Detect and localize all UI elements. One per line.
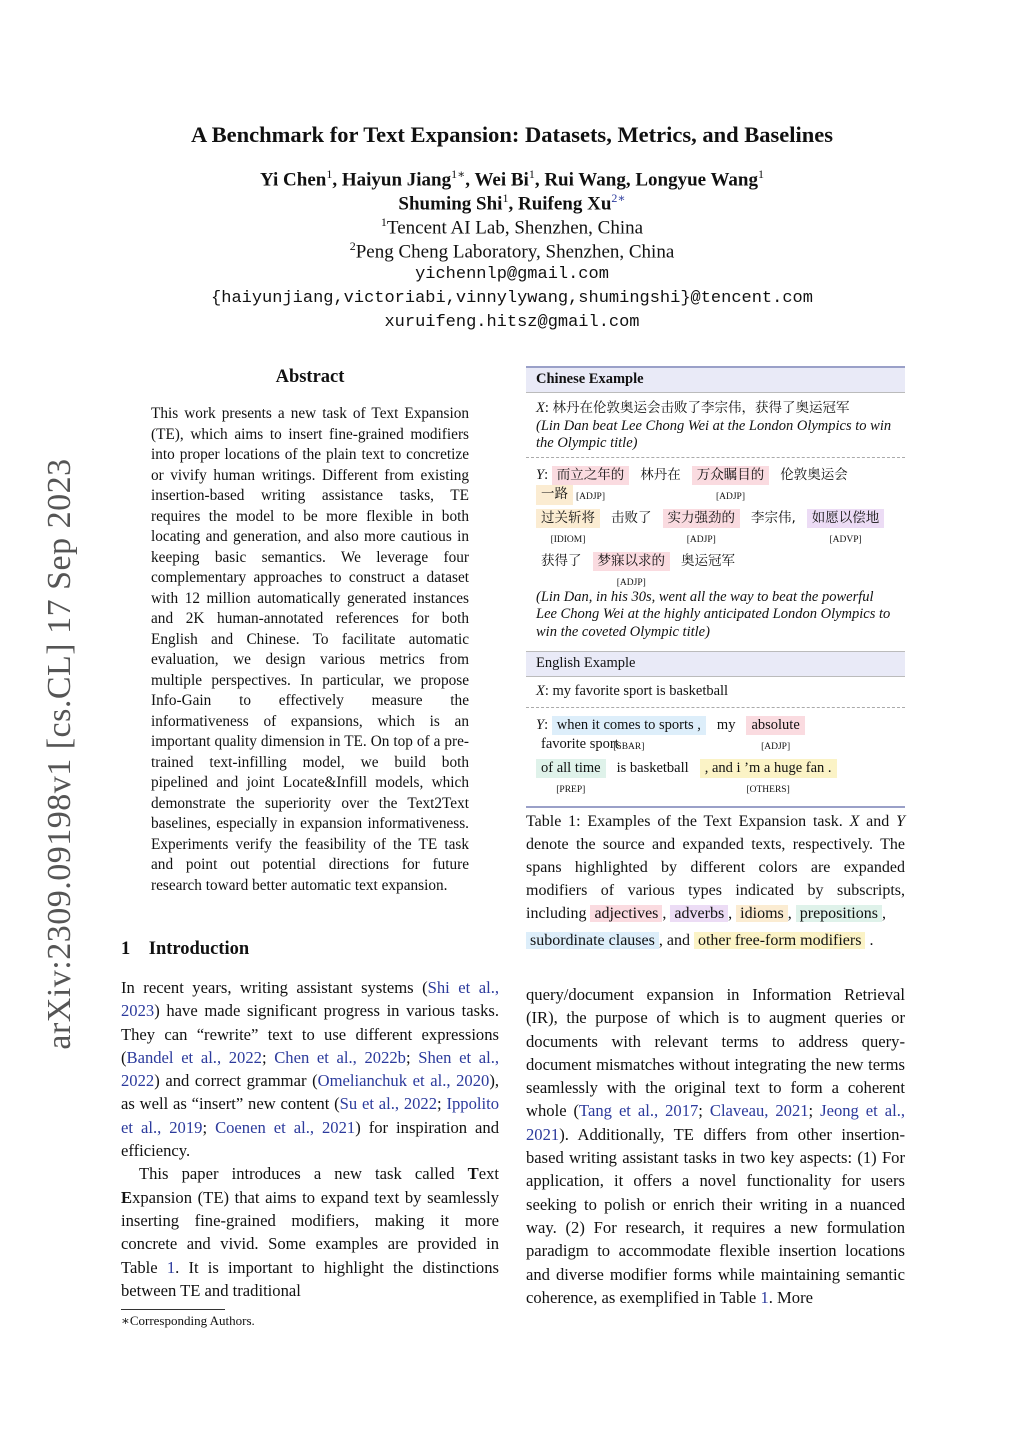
citation-link[interactable]: Claveau, 2021 xyxy=(709,1101,809,1121)
text-run: . More xyxy=(768,1287,813,1307)
author-sup: 1 xyxy=(758,167,764,181)
text-run: ; xyxy=(405,1047,419,1067)
token xyxy=(676,552,740,572)
token xyxy=(712,716,741,736)
aff-num: 1 xyxy=(380,215,387,229)
math-x: X xyxy=(536,400,545,416)
modifier-tag: [IDIOM] xyxy=(550,534,586,545)
modifier-tag: [ADJP] xyxy=(616,577,646,588)
token xyxy=(536,735,624,755)
author-name: Shuming Shi xyxy=(398,193,503,215)
math-y: Y xyxy=(536,716,545,733)
author-sup: 2∗ xyxy=(611,191,626,205)
modifier-tag: [ADJP] xyxy=(761,741,791,752)
modifier-span-adjp xyxy=(692,466,770,502)
citation-link[interactable]: Shen et al., 2022 xyxy=(121,1047,500,1091)
modifier-span-idiom xyxy=(536,485,573,505)
table-ref-link[interactable]: 1 xyxy=(760,1287,769,1307)
authors-line-2: Shuming Shi$^1$, Ruifeng $Xu^{2∗}$ xyxy=(398,191,626,215)
text-run: ; xyxy=(808,1101,821,1121)
text-run: ), as well as “insert” new content ( xyxy=(121,1071,499,1114)
text-run: , xyxy=(881,905,886,922)
author-name: Wei Bi xyxy=(474,169,529,191)
token xyxy=(635,466,686,486)
token-text: of all time xyxy=(541,759,601,776)
footnote-rule xyxy=(121,1309,225,1310)
footnote: ∗Corresponding Authors. xyxy=(121,1313,255,1328)
token-text: 万众瞩目的 xyxy=(696,466,765,483)
text-run: denote the source and expanded texts, respectively. The spans highlighted by different colors are expanded modifiers of various types indicated by subscripts, including xyxy=(526,836,905,922)
legend-idioms: idioms xyxy=(736,905,788,922)
arxiv-side-label: arXiv:2309.09198v1 [cs.CL] 17 Sep 2023 xyxy=(41,458,78,1050)
math-x: X xyxy=(849,813,860,830)
modifier-span-advp xyxy=(807,509,885,545)
author-name: Rui Wang xyxy=(544,169,626,191)
legend-adverbs: adverbs xyxy=(670,905,728,922)
math-y: Y xyxy=(536,466,545,483)
modifier-span-prep xyxy=(536,759,606,795)
author-sup: 1 xyxy=(502,191,509,205)
modifier-tag: [PREP] xyxy=(556,784,586,795)
author-name: Haiyun Jiang xyxy=(341,169,452,191)
modifier-span-others xyxy=(700,759,837,795)
token-text: 奥运冠军 xyxy=(681,552,735,569)
text-run: , and xyxy=(658,932,690,949)
math-y: Y xyxy=(896,813,906,830)
zh-line-1 xyxy=(536,466,895,509)
citation-link[interactable]: Tang et al., 2017 xyxy=(579,1101,699,1121)
authors-line-1: Yi Chen$^1$, Haiyun Jiang$^{1∗}$, Wei Bi$^1$, Rui Wang, Longyue Wang$^1$ xyxy=(259,167,764,191)
section-title: Introduction xyxy=(148,939,250,959)
modifier-span-adjp xyxy=(663,509,741,545)
text-run: , xyxy=(787,905,792,922)
abstract-heading: Abstract xyxy=(275,367,345,387)
en-line-1 xyxy=(536,716,895,759)
citation-link[interactable]: Coenen et al., 2021 xyxy=(215,1117,356,1137)
token-text: 过关斩将 xyxy=(541,509,595,526)
token-text: favorite sport xyxy=(541,736,619,752)
author-sup: 1∗ xyxy=(451,167,466,181)
text-run: : xyxy=(544,716,552,733)
text-run: In recent years, writing assistant systems ( xyxy=(121,978,428,997)
text-run: . It is important to highlight the distinctions between TE and traditional xyxy=(121,1257,499,1300)
token-text: 一路 xyxy=(541,486,568,502)
token-text: 而立之年的 xyxy=(556,466,625,483)
citation-link[interactable]: Bandel et al., 2022 xyxy=(126,1047,262,1067)
abstract-text: This work presents a new task of Text Expansion (TE), which aims to insert fine-grained modifiers into proper locations of the plain text to concretize or vivify human writings. Different from existing insertion-based writing assistance tasks, TE requires the model to be more flexible in both locating and generation, and also more cautious in keeping basic semantics. We leverage four complementary approaches to construct a dataset with 12 million automatically generated instances and 2K human-annotated references for both English and Chinese. To facilitate automatic evaluation, we design various metrics from multiple perspectives. In particular, we propose Info-Gain to effectively measure the informativeness of expansions, which is an important quality dimension in TE. On top of a pre-trained text-infilling model, we build both pipelined and joint Locate&Infill models, which demonstrate the superiority over the Text2Text baselines, especially in expansion informativeness. Experiments verify the feasibility of the TE task and point out potential directions for future research toward better automatic text expansion. xyxy=(151,405,469,894)
zh-line-2 xyxy=(536,509,895,552)
email-2: {haiyunjiang,victoriabi,vinnylywang,shumingshi}@tencent.com xyxy=(211,289,813,308)
token-text: 实力强劲的 xyxy=(667,509,735,526)
modifier-span-adjp xyxy=(746,716,804,752)
text-run: : xyxy=(544,466,552,483)
text-run: . xyxy=(869,932,874,949)
text-run: ) have made significant progress in various tasks. They can “rewrite” text to use different expressions ( xyxy=(121,1001,499,1067)
text-run: ; xyxy=(202,1117,216,1137)
citation-link[interactable]: Omelianchuk et al., 2020 xyxy=(317,1071,490,1091)
citation-link[interactable]: Chen et al., 2022b xyxy=(274,1047,406,1067)
zh-source-translation: (Lin Dan beat Lee Chong Wei at the London Olympics to win the Olympic title) xyxy=(536,417,892,451)
author-name: Yi Chen xyxy=(259,169,327,191)
email-3: xuruifeng.hitsz@gmail.com xyxy=(384,313,640,332)
token xyxy=(606,509,657,529)
zh-expanded-translation: (Lin Dan, in his 30s, went all the way to beat the powerful Lee Chong Wei at the highly anticipated London Olympics to win the coveted Olympic title) xyxy=(536,588,891,640)
table-ref-link[interactable]: 1 xyxy=(166,1257,176,1277)
text-run: query/document expansion in Information Retrieval (IR), the purpose of which is to augment queries or documents with relevant terms to address query-document mismatches without integrating the new terms seamlessly with the original text to form a coherent whole ( xyxy=(526,985,905,1121)
token-text: when it comes to sports , xyxy=(556,716,701,733)
token xyxy=(612,759,694,779)
author-sup: 1 xyxy=(528,167,535,181)
text-run: E xyxy=(121,1187,133,1207)
legend-subordinate-clauses: subordinate clauses xyxy=(526,932,659,949)
modifier-tag: [ADJP] xyxy=(715,491,745,502)
en-source-row xyxy=(526,676,905,707)
en-line-2 xyxy=(536,759,895,802)
intro-body xyxy=(121,976,499,1302)
token-text: absolute xyxy=(751,716,800,733)
modifier-span-idiom xyxy=(536,509,600,545)
aff-text: Tencent AI Lab, Shenzhen, China xyxy=(386,217,644,239)
en-source-text: my favorite sport is basketball xyxy=(552,683,729,699)
intro-paragraph-2 xyxy=(121,1162,499,1302)
token-text: 如愿以偿地 xyxy=(811,509,880,526)
citation-link[interactable]: Ippolito et al., 2019 xyxy=(121,1094,499,1137)
text-run: ). Additionally, TE differs from other insertion-based writing assistant tasks in two key aspects: (1) For application, it offers a novel functionality for users seeking to polish or enrich their writing in a nuanced way. (2) For research, it requires a new formulation paradigm to accommodate flexible insertion locations and diverse modifier forms while maintaining semantic coherence, as exemplified in Table xyxy=(526,1124,905,1307)
zh-line-3 xyxy=(536,552,895,595)
text-run: : xyxy=(544,400,553,416)
text-run: ; xyxy=(698,1101,710,1121)
col2-paragraph xyxy=(526,983,905,1309)
section-heading-introduction xyxy=(121,939,499,960)
token-text: my xyxy=(716,716,736,733)
text-run: This paper introduces a new task called xyxy=(139,1164,468,1184)
affiliation-1 xyxy=(0,215,1024,239)
affiliation-2 xyxy=(0,239,1024,263)
citation-link[interactable]: Su et al., 2022 xyxy=(339,1094,438,1114)
modifier-tag: [ADJP] xyxy=(575,491,605,502)
token-text: 李宗伟, xyxy=(751,509,796,526)
email-1: yichennlp@gmail.com xyxy=(415,265,609,284)
author-name: Ruifeng Xu xyxy=(517,193,612,215)
table-bottom-rule xyxy=(526,806,905,808)
table-1 xyxy=(526,366,905,808)
text-run: ; xyxy=(261,1047,275,1067)
legend-other-modifiers: other free-form modifiers xyxy=(694,932,865,949)
zh-source-text: 林丹在伦敦奥运会击败了李宗伟，获得了奥运冠军 xyxy=(552,400,850,416)
citation-link[interactable]: Shi et al., 2023 xyxy=(121,978,499,1021)
legend-prepositions: prepositions xyxy=(796,905,882,922)
table-header-english: English Example xyxy=(526,651,905,676)
text-run: T xyxy=(467,1164,479,1184)
token-text: 击败了 xyxy=(611,509,652,526)
token-text: , and i ’m a huge fan . xyxy=(704,759,832,776)
text-run: ext xyxy=(478,1164,499,1184)
modifier-tag: [OTHERS] xyxy=(746,784,790,795)
token xyxy=(775,466,853,486)
modifier-tag: [SBAR] xyxy=(613,741,645,752)
col2-body xyxy=(526,983,905,1309)
text-run: ) and correct grammar ( xyxy=(154,1071,318,1091)
token-text: 林丹在 xyxy=(640,466,681,483)
intro-paragraph-1 xyxy=(121,976,499,1162)
token xyxy=(536,552,587,572)
token-text: 梦寐以求的 xyxy=(597,552,665,569)
text-run: : xyxy=(544,683,553,699)
table-1-caption xyxy=(526,810,905,952)
author-name: Longyue Wang xyxy=(635,169,758,191)
text-run: and xyxy=(859,813,897,830)
section-number: 1 xyxy=(121,939,131,959)
token xyxy=(746,509,801,529)
token-text: 伦敦奥运会 xyxy=(780,466,848,483)
text-run: , xyxy=(728,905,733,922)
modifier-tag: [ADVP] xyxy=(829,534,862,545)
paper-title: A Benchmark for Text Expansion: Datasets, Metrics, and Baselines xyxy=(190,122,834,147)
token-text: 获得了 xyxy=(541,552,582,569)
math-x: X xyxy=(536,683,545,699)
token-text: is basketball xyxy=(616,759,689,776)
aff-num: 2 xyxy=(349,239,356,253)
citation-link[interactable]: Jeong et al., 2021 xyxy=(526,1101,906,1144)
text-run: Table 1: Examples of the Text Expansion task. xyxy=(526,813,850,830)
legend-adjectives: adjectives xyxy=(590,905,662,922)
text-run: ; xyxy=(437,1094,447,1114)
text-run: ) for inspiration and efficiency. xyxy=(121,1117,499,1161)
en-expanded-row xyxy=(526,707,905,806)
zh-source-row xyxy=(526,392,905,457)
modifier-span-adjp xyxy=(593,552,671,588)
modifier-tag: [ADJP] xyxy=(686,534,716,545)
text-run: , xyxy=(662,905,667,922)
author-sup: 1 xyxy=(326,167,333,181)
zh-expanded-row xyxy=(526,457,905,650)
table-header-chinese: Chinese Example xyxy=(526,368,905,392)
text-run: xpansion (TE) that aims to expand text by seamlessly inserting fine-grained modifiers, making it more concrete and vivid. Some examples are provided in Table xyxy=(121,1187,499,1277)
aff-text: Peng Cheng Laboratory, Shenzhen, China xyxy=(355,241,675,263)
